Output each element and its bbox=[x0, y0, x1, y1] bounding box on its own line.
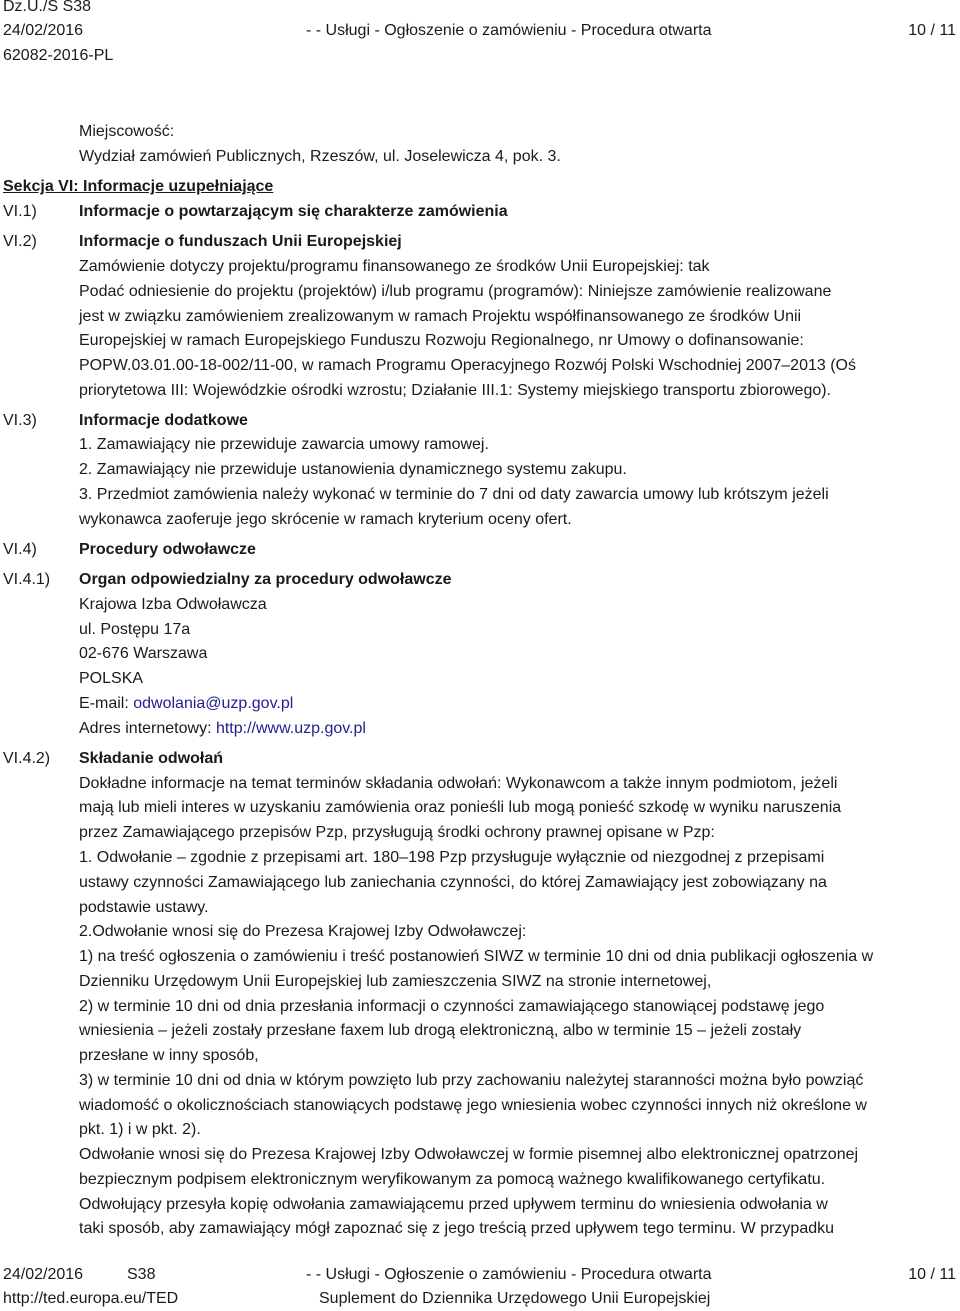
email-link[interactable]: odwolania@uzp.gov.pl bbox=[133, 695, 294, 712]
footer-date: 24/02/2016 bbox=[3, 1266, 84, 1283]
email-label: E-mail: bbox=[79, 695, 134, 712]
footer-supplement: Suplement do Dziennika Urzędowego Unii Europejskiej bbox=[319, 1290, 711, 1307]
vi2-line: Zamówienie dotyczy projektu/programu finansowanego ze środków Unii Europejskiej: tak bbox=[79, 258, 710, 275]
vi42-line: Odwołujący przesyła kopię odwołania zamawiającemu przed upływem terminu do wniesienia odwołania w bbox=[79, 1196, 828, 1213]
vi42-line: Odwołanie wnosi się do Prezesa Krajowej Izby Odwoławczej w formie pisemnej albo elektronicznej opatrzonej bbox=[79, 1146, 859, 1163]
vi4-title: Procedury odwoławcze bbox=[79, 541, 256, 558]
vi42-line: ustawy czynności Zamawiającego lub zaniechania czynności, do której Zamawiający jest zobowiązany na bbox=[79, 874, 827, 891]
vi42-line: 2.Odwołanie wnosi się do Prezesa Krajowej Izby Odwoławczej: bbox=[79, 923, 527, 940]
vi42-line: 3) w terminie 10 dni od dnia w którym powzięto lub przy zachowaniu należytej staranności można było powziąć bbox=[79, 1072, 864, 1089]
review-body-name: Krajowa Izba Odwoławcza bbox=[79, 596, 267, 613]
vi42-line: przesłane w inny sposób, bbox=[79, 1047, 259, 1064]
header-title: - - Usługi - Ogłoszenie o zamówieniu - Procedura otwarta bbox=[306, 22, 712, 39]
review-body-city: 02-676 Warszawa bbox=[79, 645, 208, 662]
vi42-line: wiadomość o okolicznościach stanowiących podstawę jego wniesienia wobec czynności innych niż określone w bbox=[79, 1097, 867, 1114]
vi3-number: VI.3) bbox=[3, 412, 37, 429]
vi42-line: Dokładne informacje na temat terminów składania odwołań: Wykonawcom a także innym podmiotom, jeżeli bbox=[79, 775, 838, 792]
vi42-line: bezpiecznym podpisem elektronicznym weryfikowanym za pomocą ważnego kwalifikowanego certyfikatu. bbox=[79, 1171, 826, 1188]
vi42-line: wniesienia – jeżeli zostały przesłane faxem lub drogą elektroniczną, albo w terminie 15 – jeżeli zostały bbox=[79, 1022, 802, 1039]
vi42-line: 2) w terminie 10 dni od dnia przesłania informacji o czynności zamawiającego stanowiącej podstawę jego bbox=[79, 998, 825, 1015]
section-vi-title: Sekcja VI: Informacje uzupełniające bbox=[3, 178, 274, 195]
header-ref: Dz.U./S S38 bbox=[3, 0, 92, 15]
footer-series: S38 bbox=[127, 1266, 156, 1283]
vi3-line: 3. Przedmiot zamówienia należy wykonać w terminie do 7 dni od daty zawarcia umowy lub krótszym jeżeli bbox=[79, 486, 829, 503]
header-page: 10 / 11 bbox=[908, 22, 956, 39]
vi3-line: 1. Zamawiający nie przewiduje zawarcia umowy ramowej. bbox=[79, 436, 489, 453]
vi41-title: Organ odpowiedzialny za procedury odwoławcze bbox=[79, 571, 452, 588]
review-body-email-row bbox=[79, 695, 293, 713]
vi2-line: priorytetowa III: Wojewódzkie ośrodki wzrostu; Działanie III.1: Systemy miejskiego transportu zbiorowego). bbox=[79, 382, 832, 399]
vi1-number: VI.1) bbox=[3, 203, 37, 220]
review-body-web-row bbox=[79, 720, 366, 738]
header-doc-id: 62082-2016-PL bbox=[3, 47, 114, 64]
web-link[interactable]: http://www.uzp.gov.pl bbox=[215, 720, 366, 737]
vi42-line: podstawie ustawy. bbox=[79, 899, 209, 916]
vi42-line: Dzienniku Urzędowym Unii Europejskiej lub zamieszczenia SIWZ na stronie internetowej, bbox=[79, 973, 712, 990]
footer-title: - - Usługi - Ogłoszenie o zamówieniu - Procedura otwarta bbox=[306, 1266, 712, 1283]
vi3-line: 2. Zamawiający nie przewiduje ustanowienia dynamicznego systemu zakupu. bbox=[79, 461, 627, 478]
vi3-line: wykonawca zaoferuje jego skrócenie w ramach kryterium oceny ofert. bbox=[79, 511, 572, 528]
vi2-line: POPW.03.01.00-18-002/11-00, w ramach Programu Operacyjnego Rozwój Polski Wschodniej 2007–2013 (Oś bbox=[79, 357, 856, 374]
web-label: Adres internetowy: bbox=[79, 720, 216, 737]
vi42-number: VI.4.2) bbox=[3, 750, 51, 767]
place-value: Wydział zamówień Publicznych, Rzeszów, ul. Joselewicza 4, pok. 3. bbox=[79, 148, 561, 165]
vi42-line: przez Zamawiającego przepisów Pzp, przysługują środki ochrony prawnej opisane w Pzp: bbox=[79, 824, 715, 841]
header-date: 24/02/2016 bbox=[3, 22, 84, 39]
vi2-line: Europejskiej w ramach Europejskiego Funduszu Rozwoju Regionalnego, nr Umowy o dofinansowanie: bbox=[79, 332, 804, 349]
vi1-title: Informacje o powtarzającym się charakterze zamówienia bbox=[79, 203, 508, 220]
vi2-line: Podać odniesienie do projektu (projektów) i/lub programu (programów): Niniejsze zamówienie realizowane bbox=[79, 283, 832, 300]
vi41-number: VI.4.1) bbox=[3, 571, 51, 588]
vi42-line: 1. Odwołanie – zgodnie z przepisami art. 180–198 Pzp przysługuje wyłącznie od niezgodnej z przepisami bbox=[79, 849, 825, 866]
vi3-title: Informacje dodatkowe bbox=[79, 412, 248, 429]
vi42-line: mają lub mieli interes w uzyskaniu zamówienia oraz ponieśli lub mogą ponieść szkodę w wyniku naruszenia bbox=[79, 799, 842, 816]
footer-url[interactable]: http://ted.europa.eu/TED bbox=[3, 1290, 179, 1307]
place-label: Miejscowość: bbox=[79, 123, 175, 140]
vi2-title: Informacje o funduszach Unii Europejskiej bbox=[79, 233, 402, 250]
vi4-number: VI.4) bbox=[3, 541, 37, 558]
vi42-line: 1) na treść ogłoszenia o zamówieniu i treść postanowień SIWZ w terminie 10 dni od dnia publikacji ogłoszenia w bbox=[79, 948, 874, 965]
footer-page: 10 / 11 bbox=[908, 1266, 956, 1283]
vi42-title: Składanie odwołań bbox=[79, 750, 224, 767]
vi2-line: jest w związku zamówieniem zrealizowanym w ramach Projektu współfinansowanego ze środków Unii bbox=[79, 308, 802, 325]
vi2-number: VI.2) bbox=[3, 233, 37, 250]
vi42-line: pkt. 1) i w pkt. 2). bbox=[79, 1121, 201, 1138]
review-body-street: ul. Postępu 17a bbox=[79, 621, 191, 638]
vi42-line: taki sposób, aby zamawiający mógł zapoznać się z jego treścią przed upływem tego terminu. W przypadku bbox=[79, 1220, 835, 1237]
review-body-country: POLSKA bbox=[79, 670, 144, 687]
